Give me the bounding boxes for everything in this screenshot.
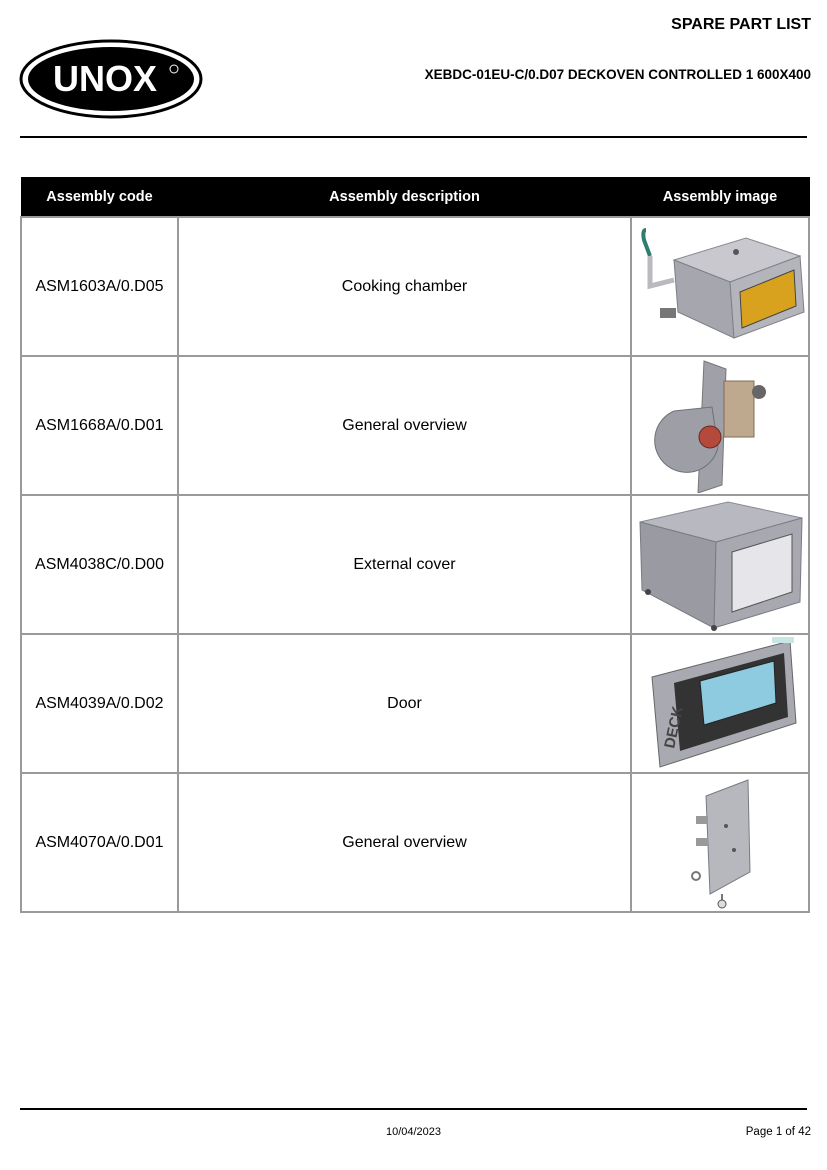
assembly-code: ASM4038C/0.D00 [21,495,178,634]
table-row [21,356,809,495]
table-row [21,495,809,634]
assembly-code: ASM4070A/0.D01 [21,773,178,912]
assembly-description: General overview [178,773,631,912]
fan-motor-assembly-image [634,359,806,493]
cooking-chamber-image [634,220,806,354]
footer-date: 10/04/2023 [385,1126,442,1138]
assembly-description: External cover [178,495,631,634]
unox-logo [19,39,203,119]
external-cover-image [634,498,806,632]
footer-divider [20,1108,807,1110]
logo-text: UNOX [52,58,158,99]
assembly-code: ASM1603A/0.D05 [21,217,178,356]
header-divider [20,136,807,138]
assembly-description: Door [178,634,631,773]
table-row [21,634,809,773]
assembly-code: ASM4039A/0.D02 [21,634,178,773]
document-title: SPARE PART LIST [671,16,811,33]
column-header-description: Assembly description [178,178,631,218]
door-label-text: DECK [661,704,687,750]
assembly-description: Cooking chamber [178,217,631,356]
spare-parts-table [20,177,810,913]
column-header-code: Assembly code [21,178,178,218]
table-row [21,217,809,356]
assembly-description: General overview [178,356,631,495]
control-panel-assembly-image [634,776,806,910]
assembly-code: ASM1668A/0.D01 [21,356,178,495]
table-row [21,773,809,912]
column-header-image: Assembly image [631,178,809,218]
door-image [634,637,806,771]
table-header-row [21,178,809,218]
document-subtitle: XEBDC-01EU-C/0.D07 DECKOVEN CONTROLLED 1 600X400 [424,67,811,82]
page-number: Page 1 of 42 [745,1126,811,1138]
